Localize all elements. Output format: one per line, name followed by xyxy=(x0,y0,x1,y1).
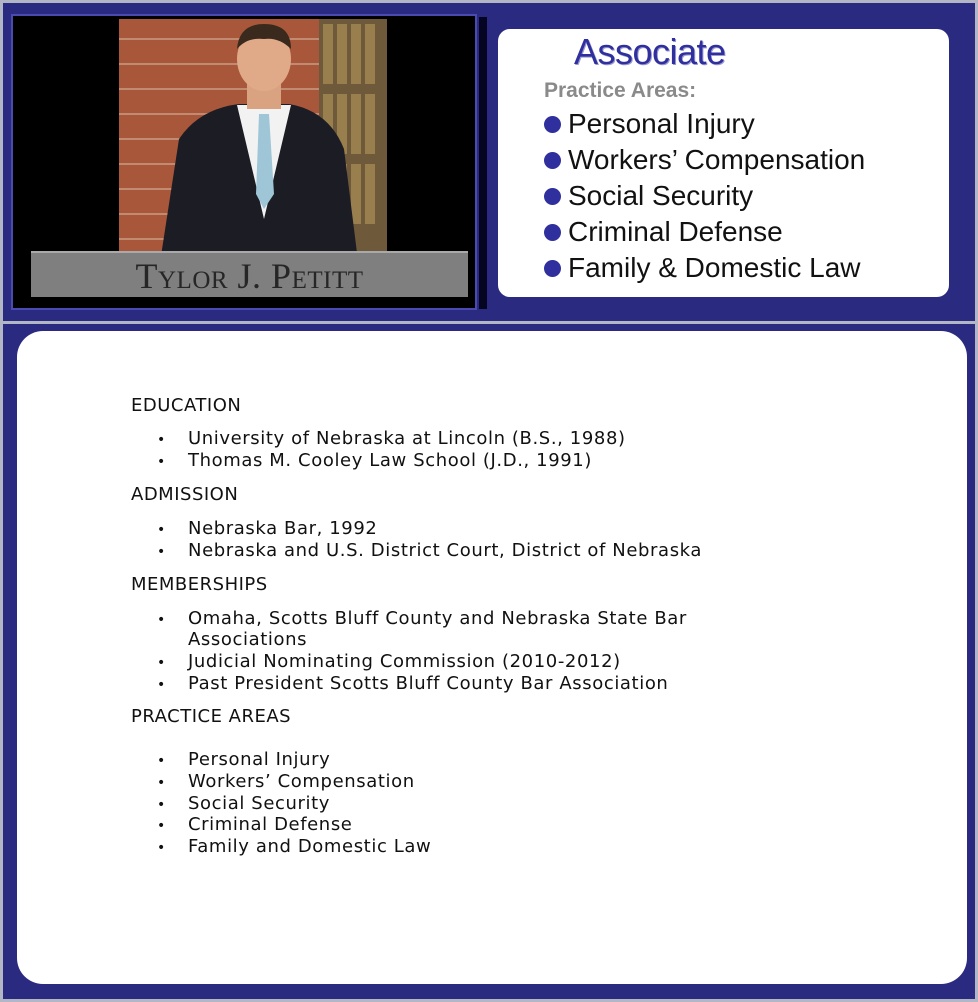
resume-card xyxy=(17,331,967,984)
name-bar xyxy=(31,251,468,297)
list-item: • University of Nebraska at Lincoln (B.S., 1988) xyxy=(157,428,626,449)
list-item: • Social Security xyxy=(157,793,331,814)
list-item: • Family and Domestic Law xyxy=(157,836,432,857)
attorney-photo xyxy=(119,19,387,269)
photo-frame xyxy=(11,14,477,310)
list-item: • Omaha, Scotts Bluff County and Nebraska State Bar xyxy=(157,608,687,629)
practice-area-item: Criminal Defense xyxy=(544,214,865,250)
list-item: • Thomas M. Cooley Law School (J.D., 1991) xyxy=(157,450,592,471)
bullet-icon xyxy=(544,188,561,205)
section-heading-memberships: MEMBERSHIPS xyxy=(131,574,268,595)
list-item: • Criminal Defense xyxy=(157,814,353,835)
practice-area-item: Personal Injury xyxy=(544,106,865,142)
list-item: • Nebraska and U.S. District Court, District of Nebraska xyxy=(157,540,703,561)
practice-areas-card xyxy=(498,29,949,297)
list-item: • Judicial Nominating Commission (2010-2012) xyxy=(157,651,621,672)
list-item-continuation: Associations xyxy=(188,629,308,650)
list-item: • Past President Scotts Bluff County Bar Association xyxy=(157,673,669,694)
practice-area-item: Social Security xyxy=(544,178,865,214)
bullet-icon xyxy=(544,152,561,169)
section-heading-education: EDUCATION xyxy=(131,395,242,416)
bullet-icon xyxy=(544,260,561,277)
bullet-icon xyxy=(544,224,561,241)
practice-area-item: Family & Domestic Law xyxy=(544,250,865,286)
section-heading-admission: ADMISSION xyxy=(131,484,239,505)
list-item: • Workers’ Compensation xyxy=(157,771,415,792)
banner-divider xyxy=(479,17,487,309)
bullet-icon xyxy=(544,116,561,133)
list-item: • Nebraska Bar, 1992 xyxy=(157,518,378,539)
practice-areas-list xyxy=(544,106,865,286)
list-item: • Personal Injury xyxy=(157,749,331,770)
practice-areas-label: Practice Areas: xyxy=(544,79,697,102)
section-heading-practice-areas: PRACTICE AREAS xyxy=(131,706,292,727)
profile-banner xyxy=(3,3,975,321)
role-title: Associate xyxy=(574,31,726,72)
resume-panel xyxy=(3,324,975,999)
practice-area-item: Workers’ Compensation xyxy=(544,142,865,178)
attorney-name: Tylor J. Petitt xyxy=(135,256,364,296)
